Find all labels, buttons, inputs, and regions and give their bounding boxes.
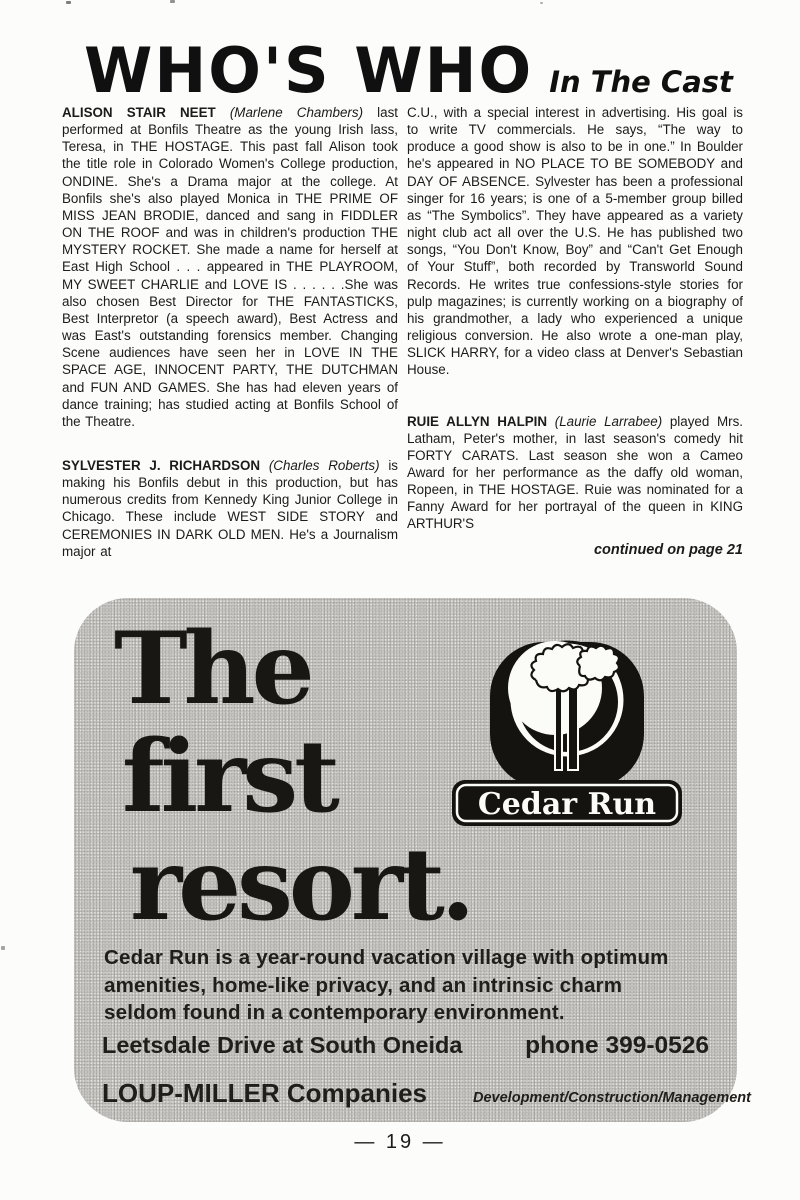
cast-column-right [407,104,743,560]
cast-member-bio-text: is making his Bonfils debut in this production, but has numerous credits from Kennedy King Junior College in Chicago. These include WEST SIDE STORY and CEREMONIES IN DARK OLD MEN. He's a Journalism major at [62,457,398,559]
cast-member-name: RUIE ALLYN HALPIN [407,413,548,429]
page-title: WHO'S WHO [84,34,534,107]
logo-wordmark: Cedar Run [477,787,657,822]
bio-ruie-allyn-halpin [407,413,743,533]
cast-member-role: (Laurie Larrabee) [554,413,663,429]
cast-bios [62,104,743,560]
cedar-run-advertisement [74,598,751,1122]
ad-address-row [102,1032,709,1060]
ad-body-copy: Cedar Run is a year-round vacation village with optimum amenities, home-like privacy, and an intrinsic charm seldom found in a contemporary environment. [104,946,669,1024]
bio-alison-stair-neet [62,104,398,430]
ad-company-name: LOUP-MILLER Companies [102,1078,428,1108]
cedar-foliage-icon [577,646,619,681]
page-subtitle: In The Cast [549,65,733,99]
cast-member-bio-text: played Mrs. Latham, Peter's mother, in last season's comedy hit FORTY CARATS. Last season she won a Cameo Award for her performance as the daffy old woman, Ropeen, in THE HOSTAGE. Ruie was nominated for a Fanny Award for her portrayal of the queen in KING ARTHUR'S [407,413,743,532]
page-header [84,34,733,107]
cast-member-bio-text: C.U., with a special interest in advertising. His goal is to write TV commercials. He says, “The way to produce a good show is also to be in one.” In Boulder he's appeared in NO PLACE TO BE SOMEBODY and DAY OF ABSENCE. Sylvester has been a professional singer for 16 years; is one of a 5-member group billed as “The Symbolics”. They have appeared as a variety night club act all over the U.S. He has published two songs, “You Don't Know, Boy” and “Can't Get Enough of Your Stuff”, both recorded by Transworld Sound Records. He writes true confessions-style stories for pulp magazines; is currently working on a biography of his grandmother, a lady who experienced a unique religious conversion. He also wrote a one-man play, SLICK HARRY, for a video class at Denver's Sebastian House. [407,105,743,378]
bio-sylvester-richardson-continued [407,104,743,379]
ad-company-tagline: Development/Construction/Management [473,1090,751,1106]
scan-artifact [170,0,175,3]
scan-artifact [1,946,5,950]
ad-company-row [102,1078,751,1109]
cast-member-bio-text: last performed at Bonfils Theatre as the young Irish lass, Teresa, in THE HOSTAGE. This past fall Alison took the title role in Colorado Women's College production, ONDINE. She's a Drama major at the college. At Bonfils she's also played Monica in THE PRIME OF MISS JEAN BRODIE, danced and sang in FIDDLER ON THE ROOF and was in children's production THE MYSTERY ROCKET. She made a name for herself at East High School . . . appeared in THE PLAYROOM, MY SWEET CHARLIE and LOVE IS . . . . . .She was also chosen Best Director for THE FANTASTICKS, Best Interpretor (a speech award), Best Actress and was East's outstanding forensics member. Changing Scene audiences have seen her in LOVE IN THE SPACE AGE, INNOCENT PARTY, THE DUTCHMAN and FUN AND GAMES. She has had eleven years of dance training; has studied acting at Bonfils School of the Theatre. [62,105,398,429]
ad-street-address: Leetsdale Drive at South Oneida [102,1032,463,1058]
scan-artifact [540,2,543,4]
page-number: — 19 — [354,1131,446,1153]
cast-member-role: (Marlene Chambers) [229,105,364,120]
ad-headline-line1: The [114,611,311,727]
cast-member-role: (Charles Roberts) [268,457,380,473]
ad-headline-line2: first [122,718,336,835]
ad-headline-line3: resort. [130,826,472,943]
bio-sylvester-richardson [62,457,398,560]
ad-headline [100,611,472,943]
continued-note: continued on page 21 [593,541,743,558]
cast-member-name: ALISON STAIR NEET [62,105,216,120]
cast-member-name: SYLVESTER J. RICHARDSON [62,457,261,473]
ad-phone-number: phone 399-0526 [525,1032,709,1059]
cedar-run-logo [452,628,682,826]
scan-artifact [66,1,71,4]
cast-column-left [62,104,398,560]
